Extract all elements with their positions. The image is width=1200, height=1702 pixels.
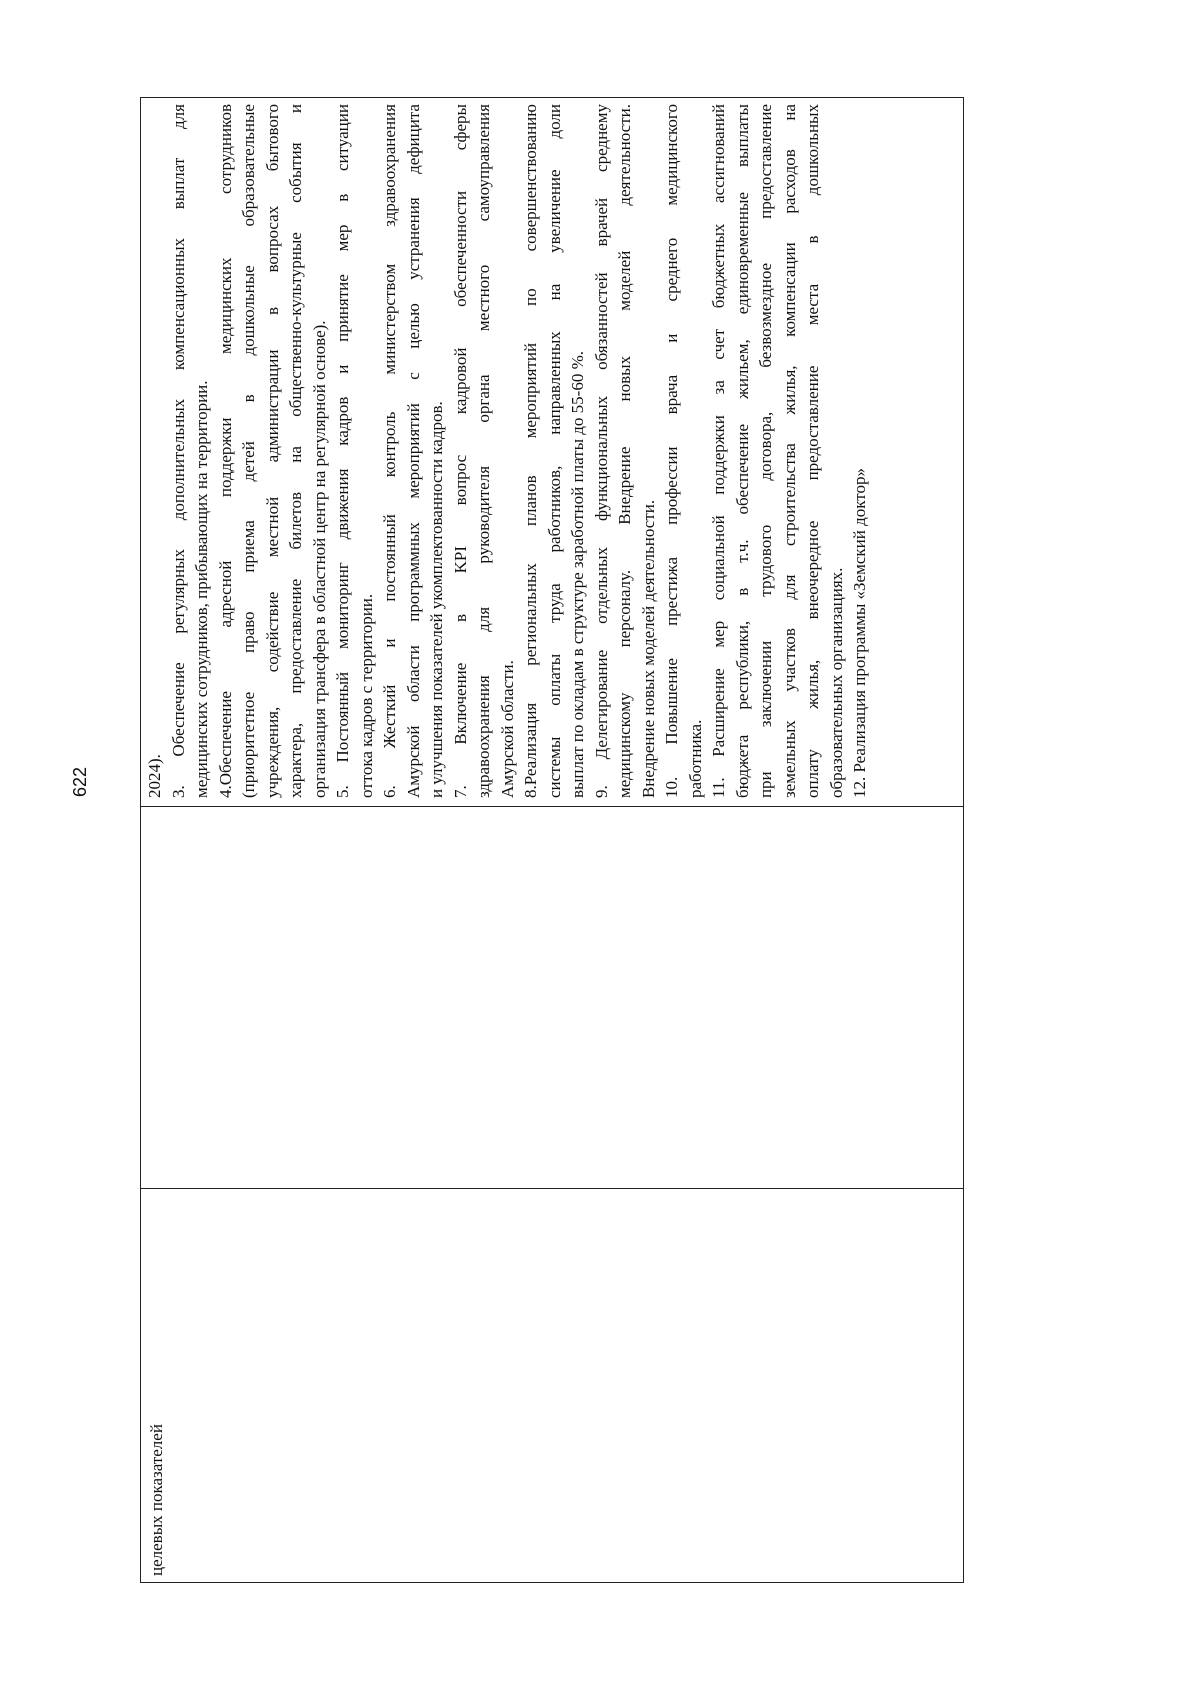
- measure-line: 9. Делегирование отдельных функциональных обязанностей врачей среднему: [591, 104, 611, 799]
- measure-line: здравоохранения для руководителя органа местного самоуправления: [474, 104, 493, 799]
- table-cell-indicators: [141, 1188, 963, 1582]
- measure-line: Амурской области.: [497, 660, 517, 799]
- measure-line: Амурской области программных мероприятий с целью устранения дефицита: [403, 104, 423, 799]
- measure-line: земельных участков для строительства жилья, компенсации расходов на: [779, 104, 799, 799]
- measure-line: образовательных организациях.: [826, 567, 846, 799]
- measure-line: организация трансфера в областной центр на регулярной основе).: [309, 320, 329, 799]
- measure-line: 8.Реализация региональных планов мероприятий по совершенствованию: [521, 104, 540, 799]
- measure-line: работника.: [685, 719, 705, 799]
- measure-line: учреждения, содействие местной администрации в вопросах бытового: [262, 104, 282, 799]
- measure-line: 10. Повышение престижа профессии врача и среднего медицинского: [662, 104, 681, 799]
- measure-line: оплату жилья, внеочередное предоставление места в дошкольных: [803, 104, 822, 799]
- cell-text-indicators: целевых показателей: [147, 1424, 166, 1576]
- measure-line: 5. Постоянный мониторинг движения кадров и принятие мер в ситуации: [333, 104, 352, 799]
- measure-line: характера, предоставление билетов на общественно-культурные события и: [286, 104, 305, 799]
- page-number: 622: [70, 766, 90, 798]
- measure-line: медицинскому персоналу. Внедрение новых моделей деятельности.: [615, 104, 634, 799]
- measure-line: 3. Обеспечение регулярных дополнительных компенсационных выплат для: [168, 104, 188, 799]
- measure-line: 2024).: [145, 754, 164, 799]
- measure-line: (приоритетное право приема детей в дошкольные образовательные: [239, 104, 258, 799]
- measure-line: 6. Жесткий и постоянный контроль министерством здравоохранения: [380, 104, 399, 799]
- measure-line: бюджета республики, в т.ч. обеспечение жильем, единовременные выплаты: [732, 104, 752, 799]
- measure-line: системы оплаты труда работников, направленных на увеличение доли: [544, 104, 564, 799]
- measure-line: и улучшения показателей укомплектованности кадров.: [427, 401, 446, 799]
- measure-line: оттока кадров с территории.: [356, 593, 376, 799]
- table-rotated-wrapper: [140, 97, 964, 1583]
- content-table: [140, 97, 964, 1583]
- measure-line: 12. Реализация программы «Земский доктор»: [850, 467, 869, 799]
- table-cell-measures: [141, 98, 963, 806]
- measure-line: выплат по окладам в структуре заработной платы до 55-60 %.: [568, 351, 587, 799]
- measure-line: медицинских сотрудников, прибывающих на территории.: [192, 380, 211, 799]
- table-cell-empty: [141, 806, 963, 1187]
- measure-line: 4.Обеспечение адресной поддержки медицинских сотрудников: [215, 104, 235, 799]
- measure-line: Внедрение новых моделей деятельности.: [638, 499, 658, 799]
- measure-line: при заключении трудового договора, безвозмездное предоставление: [756, 104, 775, 799]
- measure-line: 7. Включение в KPI вопрос кадровой обеспеченности сферы: [450, 104, 470, 799]
- measure-line: 11. Расширение мер социальной поддержки за счет бюджетных ассигнований: [709, 104, 728, 799]
